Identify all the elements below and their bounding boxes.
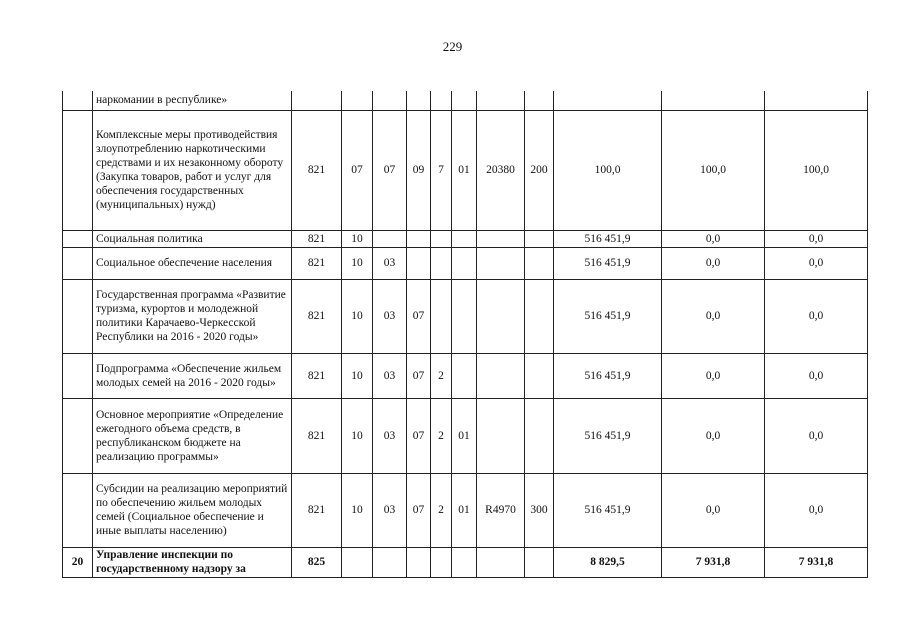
row-number <box>63 279 93 353</box>
activity-code <box>452 353 477 398</box>
table-row <box>63 547 868 577</box>
direction-code <box>477 230 525 247</box>
ved-code <box>292 91 342 110</box>
amount-year-2: 0,0 <box>662 473 765 547</box>
ved-code: 821 <box>292 353 342 398</box>
ved-code: 821 <box>292 247 342 279</box>
podrazdel-code: 03 <box>373 279 407 353</box>
podrazdel-code: 03 <box>373 247 407 279</box>
page-number: 229 <box>442 39 463 54</box>
amount-year-2: 0,0 <box>662 230 765 247</box>
row-number <box>63 353 93 398</box>
razdel-code: 10 <box>342 230 373 247</box>
amount-year-1: 100,0 <box>554 110 662 230</box>
amount-year-1: 516 451,9 <box>554 398 662 473</box>
amount-year-2: 0,0 <box>662 353 765 398</box>
razdel-code: 10 <box>342 247 373 279</box>
amount-year-2: 0,0 <box>662 279 765 353</box>
table-row <box>63 230 868 247</box>
razdel-code: 10 <box>342 398 373 473</box>
podrazdel-code: 03 <box>373 398 407 473</box>
amount-year-3: 0,0 <box>765 353 868 398</box>
program-code: 07 <box>407 279 431 353</box>
row-name: Государственная программа «Развитие туризма, курортов и молодежной политики Карачаево-Черкесской Республики на 2016 - 2020 годы» <box>93 279 292 353</box>
row-number <box>63 398 93 473</box>
razdel-code: 10 <box>342 473 373 547</box>
amount-year-3: 0,0 <box>765 279 868 353</box>
activity-code: 01 <box>452 110 477 230</box>
razdel-code: 10 <box>342 353 373 398</box>
table-row <box>63 398 868 473</box>
row-name: Подпрограмма «Обеспечение жильем молодых семей на 2016 - 2020 годы» <box>93 353 292 398</box>
subprogram-code: 2 <box>431 398 452 473</box>
amount-year-2: 0,0 <box>662 398 765 473</box>
amount-year-3: 0,0 <box>765 247 868 279</box>
program-code: 07 <box>407 473 431 547</box>
direction-code: R4970 <box>477 473 525 547</box>
activity-code <box>452 279 477 353</box>
row-number: 20 <box>63 547 93 577</box>
row-name: Основное мероприятие «Определение ежегодного объема средств, в республиканском бюджете на реализацию программы» <box>93 398 292 473</box>
expense-type-code <box>525 230 554 247</box>
amount-year-3: 0,0 <box>765 398 868 473</box>
table-row <box>63 110 868 230</box>
expense-type-code <box>525 547 554 577</box>
razdel-code: 07 <box>342 110 373 230</box>
ved-code: 821 <box>292 279 342 353</box>
amount-year-1: 516 451,9 <box>554 473 662 547</box>
expense-type-code <box>525 91 554 110</box>
row-number <box>63 473 93 547</box>
subprogram-code <box>431 247 452 279</box>
direction-code <box>477 91 525 110</box>
row-name: Комплексные меры противодействия злоупотреблению наркотическими средствами и их незаконному обороту (Закупка товаров, работ и услуг для обеспечения государственных (муниципальных) нужд) <box>93 110 292 230</box>
budget-table-wrapper <box>62 91 868 578</box>
activity-code <box>452 230 477 247</box>
program-code <box>407 247 431 279</box>
amount-year-3: 0,0 <box>765 473 868 547</box>
direction-code <box>477 279 525 353</box>
row-name: Субсидии на реализацию мероприятий по обеспечению жильем молодых семей (Социальное обеспечение и иные выплаты населению) <box>93 473 292 547</box>
expense-type-code <box>525 353 554 398</box>
amount-year-1: 516 451,9 <box>554 279 662 353</box>
amount-year-1: 516 451,9 <box>554 353 662 398</box>
razdel-code <box>342 547 373 577</box>
direction-code <box>477 247 525 279</box>
direction-code <box>477 547 525 577</box>
program-code: 09 <box>407 110 431 230</box>
expense-type-code <box>525 247 554 279</box>
row-number <box>63 110 93 230</box>
table-row <box>63 279 868 353</box>
activity-code: 01 <box>452 398 477 473</box>
table-row <box>63 91 868 110</box>
table-row <box>63 353 868 398</box>
amount-year-3: 100,0 <box>765 110 868 230</box>
row-name: наркомании в республике» <box>93 91 292 110</box>
subprogram-code: 7 <box>431 110 452 230</box>
table-row <box>63 473 868 547</box>
row-number <box>63 247 93 279</box>
row-number <box>63 230 93 247</box>
program-code <box>407 91 431 110</box>
subprogram-code <box>431 230 452 247</box>
expense-type-code <box>525 279 554 353</box>
direction-code <box>477 398 525 473</box>
podrazdel-code: 03 <box>373 473 407 547</box>
razdel-code: 10 <box>342 279 373 353</box>
expense-type-code: 200 <box>525 110 554 230</box>
ved-code: 821 <box>292 473 342 547</box>
subprogram-code: 2 <box>431 473 452 547</box>
row-number <box>63 91 93 110</box>
activity-code <box>452 91 477 110</box>
amount-year-2 <box>662 91 765 110</box>
program-code <box>407 547 431 577</box>
subprogram-code <box>431 279 452 353</box>
subprogram-code <box>431 91 452 110</box>
table-row <box>63 247 868 279</box>
activity-code: 01 <box>452 473 477 547</box>
amount-year-1: 516 451,9 <box>554 247 662 279</box>
amount-year-3 <box>765 91 868 110</box>
podrazdel-code: 07 <box>373 110 407 230</box>
amount-year-1: 8 829,5 <box>554 547 662 577</box>
subprogram-code <box>431 547 452 577</box>
row-name: Социальная политика <box>93 230 292 247</box>
activity-code <box>452 547 477 577</box>
program-code: 07 <box>407 353 431 398</box>
program-code: 07 <box>407 398 431 473</box>
podrazdel-code <box>373 547 407 577</box>
expense-type-code: 300 <box>525 473 554 547</box>
amount-year-2: 0,0 <box>662 247 765 279</box>
program-code <box>407 230 431 247</box>
row-name: Социальное обеспечение населения <box>93 247 292 279</box>
amount-year-2: 100,0 <box>662 110 765 230</box>
ved-code: 821 <box>292 398 342 473</box>
ved-code: 825 <box>292 547 342 577</box>
ved-code: 821 <box>292 230 342 247</box>
activity-code <box>452 247 477 279</box>
amount-year-3: 7 931,8 <box>765 547 868 577</box>
budget-table <box>62 91 868 578</box>
podrazdel-code <box>373 91 407 110</box>
row-name: Управление инспекции по государственному надзору за <box>93 547 292 577</box>
amount-year-1: 516 451,9 <box>554 230 662 247</box>
podrazdel-code <box>373 230 407 247</box>
ved-code: 821 <box>292 110 342 230</box>
amount-year-2: 7 931,8 <box>662 547 765 577</box>
subprogram-code: 2 <box>431 353 452 398</box>
amount-year-1 <box>554 91 662 110</box>
expense-type-code <box>525 398 554 473</box>
direction-code: 20380 <box>477 110 525 230</box>
razdel-code <box>342 91 373 110</box>
direction-code <box>477 353 525 398</box>
amount-year-3: 0,0 <box>765 230 868 247</box>
podrazdel-code: 03 <box>373 353 407 398</box>
